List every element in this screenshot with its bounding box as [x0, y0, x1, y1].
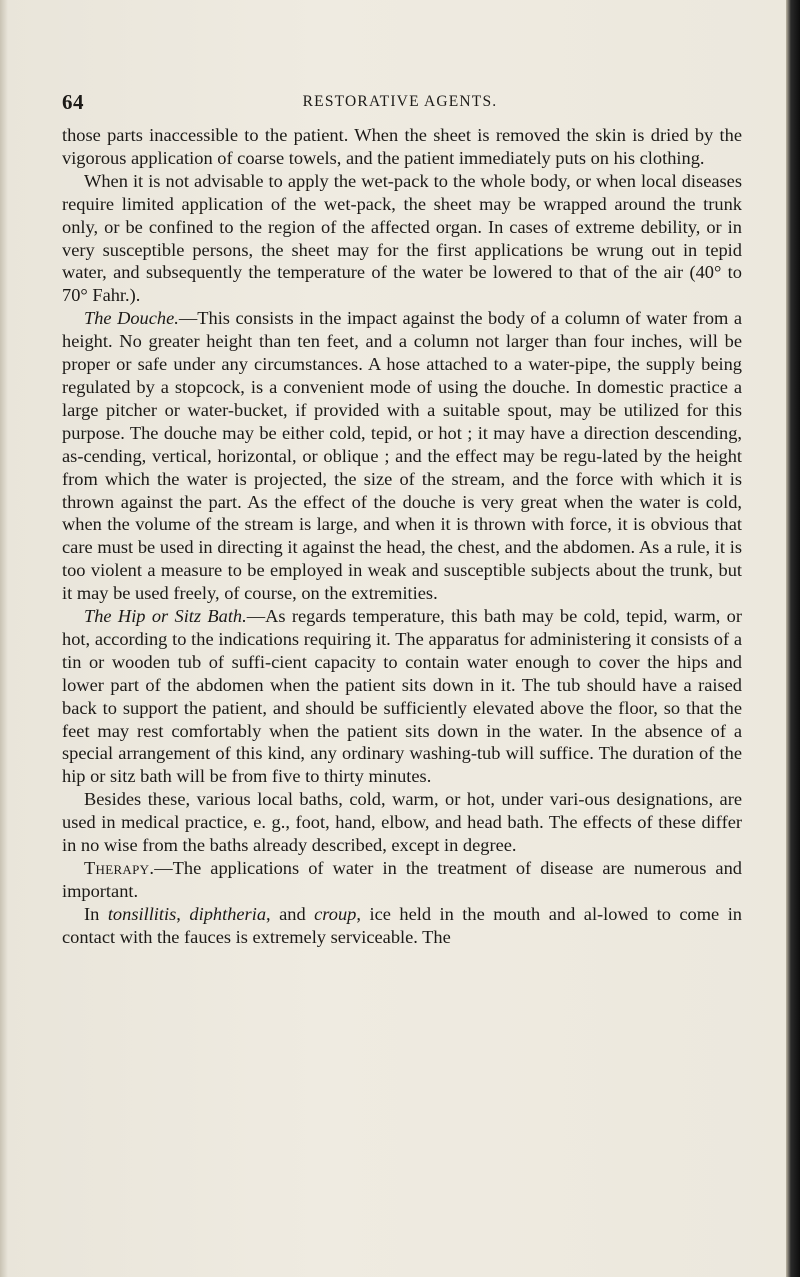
paragraph-local-baths: [62, 788, 742, 857]
page-header: [0, 88, 800, 112]
term-tonsillitis: tonsillitis: [107, 903, 177, 924]
paragraph-text: Besides these, various local baths, cold, warm, or hot, under vari-ous designations, are used in medical practice, e. g., foot, hand, elbow, and head bath. The effects of these differ in no wise from the baths already described, except in degree.: [62, 789, 742, 856]
paragraph-text: —As regards temperature, this bath may be cold, tepid, warm, or hot, according to the indications requiring it. The apparatus for administering it consists of a tin or wooden tub of suffi-cient capacity to contain water enough to cover the hips and lower part of the abdomen when the patient sits down in it. The tub should have a raised back to support the patient, and should be sufficiently elevated above the floor, so that the feet may rest comfortably when the patient sits down in the water. In the absence of a special arrangement of this kind, any ordinary washing-tub will suffice. The duration of the hip or sitz bath will be from five to thirty minutes.: [62, 606, 743, 787]
page-edge-shadow: [786, 0, 800, 1277]
section-lead-sitz-bath: The Hip or Sitz Bath.: [84, 606, 247, 627]
paragraph-text: those parts inaccessible to the patient. When the sheet is removed the skin is dried by the vigorous application of coarse towels, and the patient immediately puts on his clothing.: [62, 125, 742, 168]
paragraph-text: In: [84, 903, 108, 924]
paragraph-2: [62, 170, 742, 307]
paragraph-text: —This consists in the impact against the body of a column of water from a height. No greater height than ten feet, and a column not larger than four inches, will be proper or safe under any circumstances. A hose attached to a water-pipe, the supply being regulated by a stopcock, is a convenient mode of using the douche. In domestic practice a large pitcher or water-bucket, if provided with a suitable spout, may be utilized for this purpose. The douche may be either cold, tepid, or hot ; it may have a direction descending, as-cending, vertical, horizontal, or oblique ; and the effect may be regu-lated by the height from which the water is projected, the size of the stream, and the force with which it is thrown against the part. As the effect of the douche is very great when the water is cold, when the volume of the stream is large, and when it is thrown with force, it is obvious that care must be used in directing it against the head, the chest, and the abdomen. As a rule, it is too violent a measure to be employed in weak and susceptible subjects about the trunk, but it may be used freely, of course, on the extremities.: [62, 308, 742, 604]
term-croup: croup: [314, 903, 357, 924]
paragraph-douche: [62, 307, 742, 605]
page-gutter-shadow: [0, 0, 8, 1277]
paragraph-therapy: [62, 857, 742, 903]
body-text: [62, 124, 742, 949]
paragraph-text: When it is not advisable to apply the wet-pack to the whole body, or when local diseases require limited application of the wet-pack, the sheet may be wrapped around the trunk only, or be confined to the region of the affected organ. In cases of extreme debility, or in very susceptible persons, the sheet may for the first applications be wrung out in tepid water, and subsequently the temperature of the water be lowered to that of the air (40° to 70° Fahr.).: [62, 170, 742, 306]
section-lead-therapy: Therapy.: [84, 858, 155, 878]
page-number: 64: [62, 90, 84, 114]
paragraph-text: ,: [176, 903, 190, 924]
paragraph-text: , and: [266, 903, 315, 924]
term-diphtheria: diphtheria: [189, 903, 267, 924]
paragraph-text: —The applications of water in the treatment of disease are numerous and important.: [62, 858, 742, 901]
paragraph-text: , ice held in the mouth and al-lowed to come in contact with the fauces is extremely serviceable. The: [62, 903, 742, 947]
paragraph-1: [62, 124, 742, 170]
paragraph-tonsillitis: [62, 903, 742, 949]
running-head: RESTORATIVE AGENTS.: [302, 93, 498, 110]
paragraph-sitz-bath: [62, 605, 742, 788]
section-lead-douche: The Douche.: [84, 308, 179, 329]
